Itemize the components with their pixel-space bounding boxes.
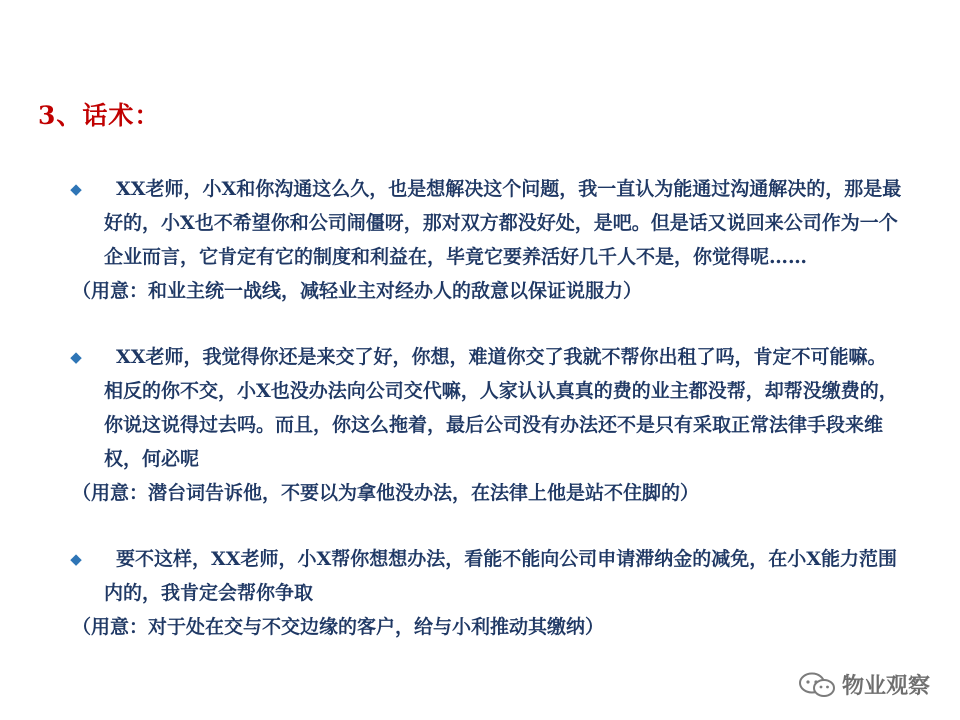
item-note: （用意：潜台词告诉他，不要以为拿他没办法，在法律上他是站不住脚的） (72, 482, 700, 504)
list-item (64, 542, 904, 644)
list-item (64, 172, 904, 308)
slide-title: 3、话术： (38, 101, 161, 130)
item-note: （用意：和业主统一战线，减轻业主对经办人的敌意以保证说服力） (72, 280, 643, 302)
item-text: XX老师，我觉得你还是来交了好，你想，难道你交了我就不帮你出租了吗，肯定不可能嘛。相反的你不交，小X也没办法向公司交代嘛，人家认认真真的费的业主都没帮，却帮没缴费的，你说这说得过去吗。而且，你这么拖着，最后公司没有办法还不是只有采取正常法律手段来维权，何必呢 (104, 346, 898, 470)
item-text: 要不这样，XX老师，小X帮你想想办法，看能不能向公司申请滞纳金的减免，在小X能力范围内的，我肯定会帮你争取 (104, 548, 897, 604)
diamond-bullet-icon: ◆ (70, 348, 82, 366)
watermark (798, 669, 930, 700)
item-text: XX老师，小X和你沟通这么久，也是想解决这个问题，我一直认为能通过沟通解决的，那是最好的，小X也不希望你和公司闹僵呀，那对双方都没好处，是吧。但是话又说回来公司作为一个企业而言，它肯定有它的制度和利益在，毕竟它要养活好几千人不是，你觉得呢…… (104, 178, 902, 268)
list-item (64, 340, 904, 510)
watermark-text: 物业观察 (841, 674, 930, 699)
diamond-bullet-icon: ◆ (70, 550, 82, 568)
bullet-list (64, 172, 904, 644)
wechat-icon (798, 672, 836, 698)
item-note: （用意：对于处在交与不交边缘的客户，给与小利推动其缴纳） (72, 616, 605, 638)
diamond-bullet-icon: ◆ (70, 180, 82, 198)
